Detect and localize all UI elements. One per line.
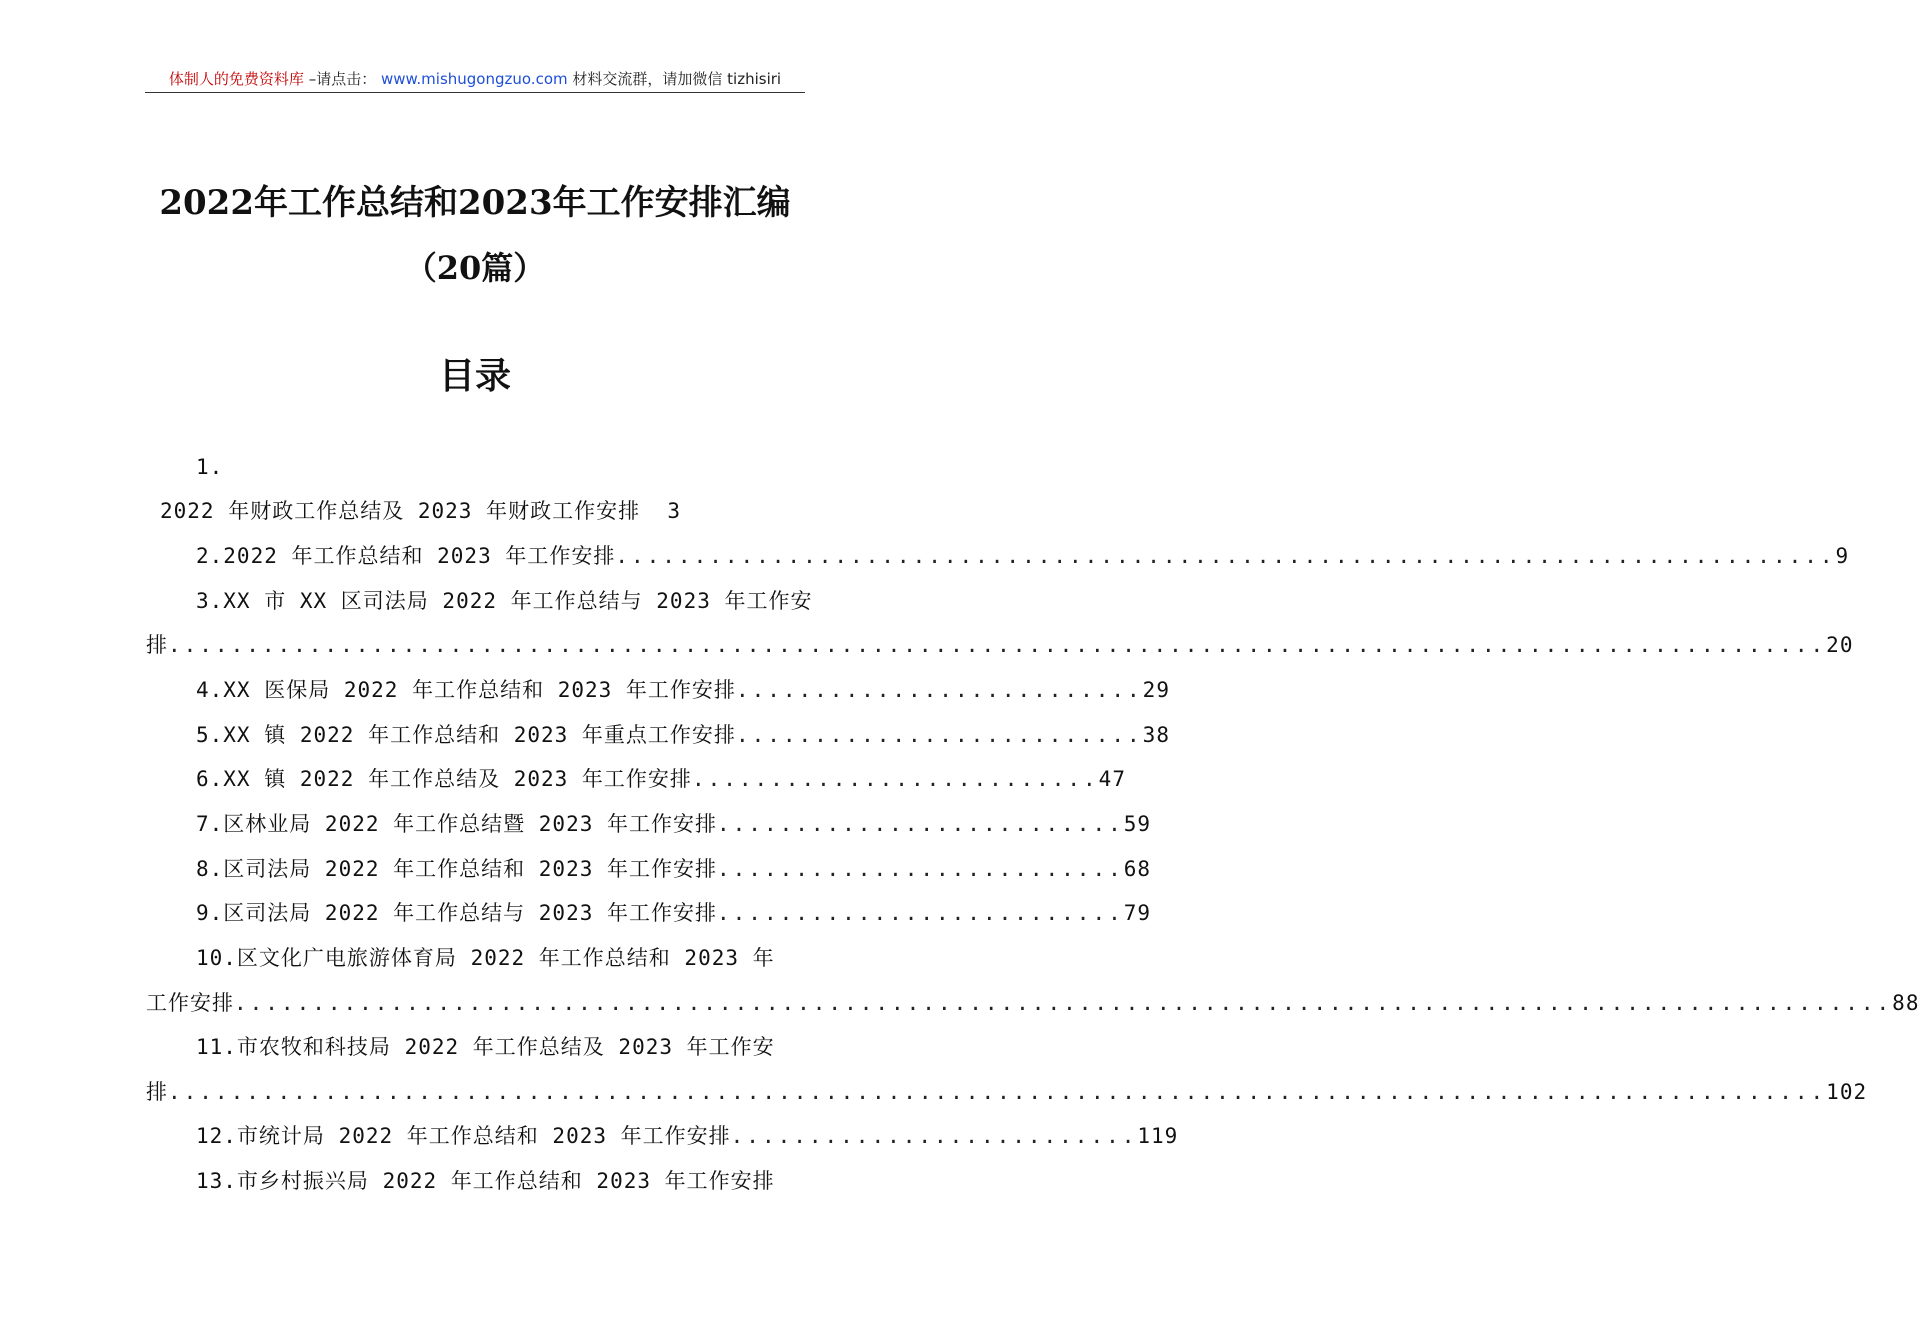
toc-entry-12-title: 12.市统计局 2022 年工作总结和 2023 年工作安排 bbox=[196, 1124, 731, 1148]
header-site-name: 体制人的免费资料库 bbox=[168, 70, 304, 88]
toc-entry-9-title: 9.区司法局 2022 年工作总结与 2023 年工作安排 bbox=[196, 901, 718, 925]
toc-leader-dots: .......................... bbox=[730, 1124, 1138, 1148]
toc-entry-3-title-cont: 排 bbox=[146, 633, 168, 657]
toc-entry-5-page: 38 bbox=[1142, 723, 1170, 747]
toc-entry-7-page: 59 bbox=[1123, 812, 1152, 836]
toc-entry-13[interactable] bbox=[196, 1166, 806, 1196]
toc-entry-7[interactable] bbox=[196, 809, 1152, 839]
toc-entry-8-title: 8.区司法局 2022 年工作总结和 2023 年工作安排 bbox=[196, 857, 718, 881]
toc-entry-6-page: 47 bbox=[1098, 767, 1126, 791]
toc-entry-11[interactable] bbox=[196, 1032, 806, 1062]
toc-entry-4[interactable] bbox=[196, 675, 1170, 705]
toc-entry-1[interactable] bbox=[160, 496, 760, 526]
toc-entry-12-page: 119 bbox=[1137, 1124, 1179, 1148]
toc-entry-5[interactable] bbox=[196, 720, 1170, 750]
toc-entry-1-page: 3 bbox=[667, 499, 682, 523]
toc-entry-3-page: 20 bbox=[1826, 633, 1854, 657]
toc-entry-10[interactable] bbox=[196, 943, 806, 973]
toc-leader-dots: .......................... bbox=[717, 812, 1124, 836]
toc-entry-2-page: 9 bbox=[1835, 544, 1850, 568]
toc-entry-4-title: 4.XX 医保局 2022 年工作总结和 2023 年工作安排 bbox=[196, 678, 736, 702]
toc-entry-2-title: 2.2022 年工作总结和 2023 年工作安排 bbox=[196, 544, 616, 568]
toc-entry-3-continued[interactable] bbox=[146, 630, 1854, 660]
toc-entry-4-page: 29 bbox=[1142, 678, 1170, 702]
toc-entry-9-page: 79 bbox=[1123, 901, 1152, 925]
toc-leader-dots: .......................... bbox=[735, 678, 1143, 702]
toc-entry-11-title: 11.市农牧和科技局 2022 年工作总结及 2023 年工作安 bbox=[196, 1035, 775, 1059]
toc-entry-9[interactable] bbox=[196, 898, 1152, 928]
toc-entry-12[interactable] bbox=[196, 1121, 1179, 1151]
toc-leader-dots: .......................................................................................................... bbox=[168, 1080, 1827, 1104]
toc-entry-7-title: 7.区林业局 2022 年工作总结暨 2023 年工作安排 bbox=[196, 812, 718, 836]
toc-entry-10-continued[interactable] bbox=[146, 988, 1919, 1018]
document-title: 2022年工作总结和2023年工作安排汇编 bbox=[159, 183, 791, 223]
toc-entry-2[interactable] bbox=[196, 541, 1850, 571]
document-subtitle: （20篇） bbox=[404, 249, 546, 287]
toc-entry-10-title: 10.区文化广电旅游体育局 2022 年工作总结和 2023 年 bbox=[196, 946, 775, 970]
toc-entry-3[interactable] bbox=[196, 586, 813, 616]
toc-leader-dots: .......................................................................................................... bbox=[234, 991, 1893, 1015]
header-prompt: –请点击： bbox=[308, 70, 377, 88]
toc-entry-8-page: 68 bbox=[1123, 857, 1152, 881]
toc-heading: 目录 bbox=[438, 355, 511, 397]
toc-entry-1-title: 2022 年财政工作总结及 2023 年财政工作安排 bbox=[160, 499, 641, 523]
toc-entry-6-title: 6.XX 镇 2022 年工作总结及 2023 年工作安排 bbox=[196, 767, 692, 791]
toc-entry-1-number[interactable]: 1. bbox=[196, 455, 224, 479]
toc-leader-dots: .......................... bbox=[735, 723, 1143, 747]
toc-entry-3-title: 3.XX 市 XX 区司法局 2022 年工作总结与 2023 年工作安 bbox=[196, 589, 813, 613]
toc-entry-6[interactable] bbox=[196, 764, 1126, 794]
toc-leader-dots: .......................................................................................................... bbox=[168, 633, 1827, 657]
toc-entry-10-page: 88 bbox=[1892, 991, 1919, 1015]
toc-entry-13-title: 13.市乡村振兴局 2022 年工作总结和 2023 年工作安排 bbox=[196, 1169, 775, 1193]
toc-leader-dots: .......................... bbox=[691, 767, 1099, 791]
toc-entry-11-page: 102 bbox=[1826, 1080, 1868, 1104]
toc-leader-dots: .......................... bbox=[717, 901, 1124, 925]
toc-entry-8[interactable] bbox=[196, 854, 1152, 884]
header-link[interactable]: www.mishugongzuo.com bbox=[380, 70, 568, 88]
toc-leader-dots: .............................................................................. bbox=[615, 544, 1836, 568]
header-contact: 材料交流群，请加微信 tizhisiri bbox=[572, 70, 782, 88]
toc-entry-11-title-cont: 排 bbox=[146, 1080, 168, 1104]
toc-entry-11-continued[interactable] bbox=[146, 1077, 1868, 1107]
toc-entry-5-title: 5.XX 镇 2022 年工作总结和 2023 年重点工作安排 bbox=[196, 723, 736, 747]
toc-leader-dots: .......................... bbox=[717, 857, 1124, 881]
page-header bbox=[145, 66, 805, 93]
toc-entry-10-title-cont: 工作安排 bbox=[146, 991, 234, 1015]
